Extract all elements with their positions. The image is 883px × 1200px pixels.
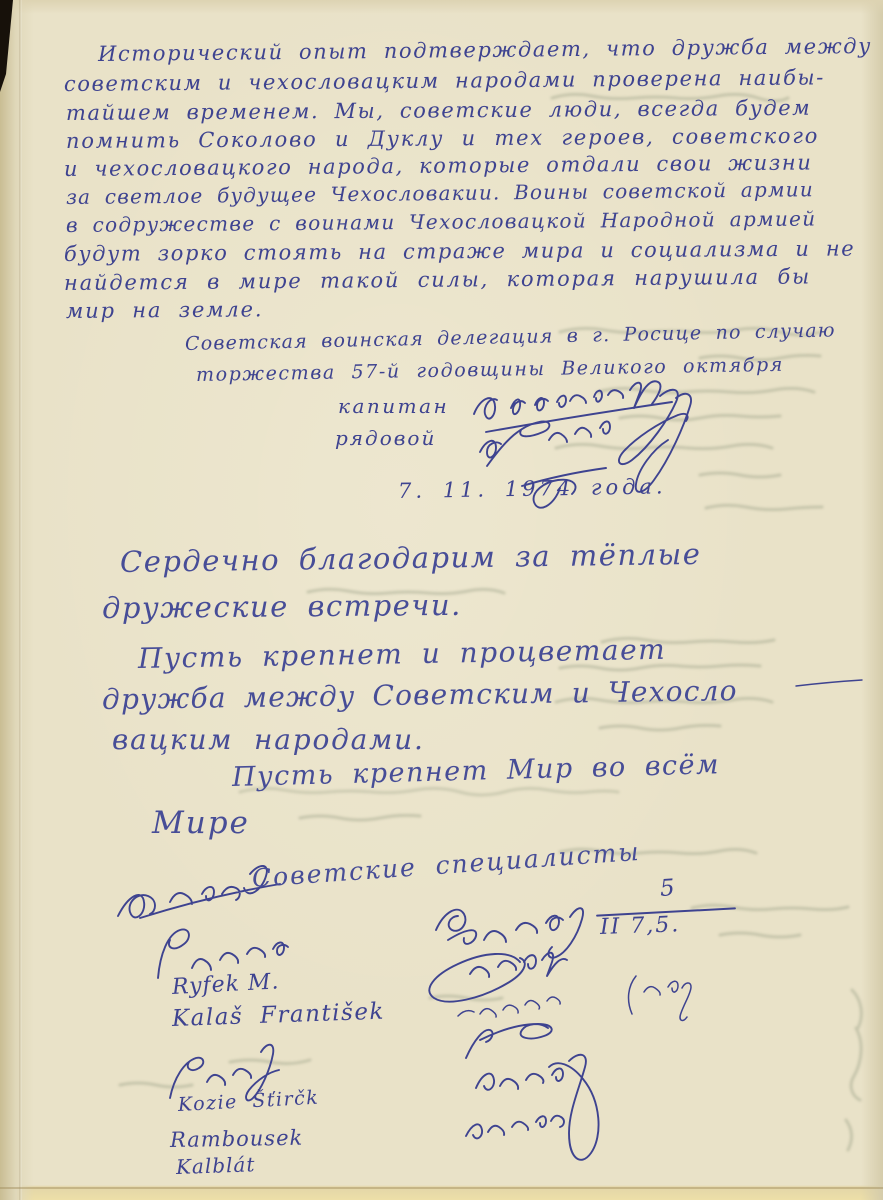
page-corner-shadow — [0, 0, 16, 96]
signature-flourish — [476, 1055, 599, 1160]
handwriting-line: тайшем временем. Мы, советские люди, всегда будем — [65, 95, 812, 125]
signature-text: Kalaš František — [171, 998, 386, 1032]
handwriting-line: мир на земле. — [65, 297, 264, 323]
message-line: Сердечно благодарим за тёплые — [119, 536, 702, 579]
signature-flourish — [466, 1116, 564, 1139]
signature-text: Ryfek M. — [171, 969, 281, 1000]
message-line: Пусть крепнет и процветает — [137, 632, 667, 675]
pen-trailing-stroke — [796, 680, 862, 686]
rank-label-captain: капитан — [338, 394, 450, 418]
signature-flourish — [429, 953, 567, 1002]
message-line: дружеские встречи. — [101, 587, 462, 625]
fraction-numerator: 5 — [659, 875, 676, 902]
fraction-denominator: II 7,5. — [599, 912, 681, 940]
signature-flourish — [629, 976, 691, 1020]
date-line: 7. 11. 1974 года. — [397, 474, 667, 503]
delegation-line: торжества 57-й годовщины Великого октября — [195, 353, 785, 386]
handwriting-line: найдется в мире такой силы, которая нарушила бы — [63, 264, 812, 295]
handwriting-line: Исторический опыт подтверждает, что дружба между — [97, 33, 873, 66]
handwriting-line: помнить Соколово и Дуклу и тех героев, советского — [65, 123, 820, 153]
signature-text: Kalblát — [175, 1152, 256, 1179]
signature-flourish — [466, 1024, 552, 1058]
message-line: вацким народами. — [112, 723, 425, 756]
handwriting-line: в содружестве с воинами Чехословацкой Народной армией — [65, 206, 817, 237]
page-edge-crease — [19, 0, 22, 1200]
message-line: Мире — [152, 805, 250, 841]
signature-flourish — [458, 997, 560, 1017]
handwriting-line: за светлое будущее Чехословакии. Воины советской армии — [65, 177, 815, 209]
signoff-line: Советские специалисты — [250, 836, 642, 893]
signature-flourish — [436, 908, 583, 957]
message-line: дружба между Советским и Чехосло — [101, 674, 738, 716]
signature-text: Kozie Šťirčk — [177, 1086, 320, 1116]
page-bottom-edge — [0, 1187, 883, 1189]
signature-text: Rambousek — [169, 1125, 304, 1152]
rank-label-private: рядовой — [335, 426, 437, 450]
captain-signature — [474, 381, 688, 464]
handwriting-line: будут зорко стоять на страже мира и социализма и не — [63, 236, 856, 266]
handwriting-line: советским и чехословацким народами проверена наибы- — [63, 65, 825, 96]
handwriting-line: и чехословацкого народа, которые отдали свои жизни — [63, 150, 813, 181]
delegation-line: Советская воинская делегация в г. Росице по случаю — [184, 319, 836, 355]
message-line: Пусть крепнет Мир во всём — [231, 749, 721, 793]
